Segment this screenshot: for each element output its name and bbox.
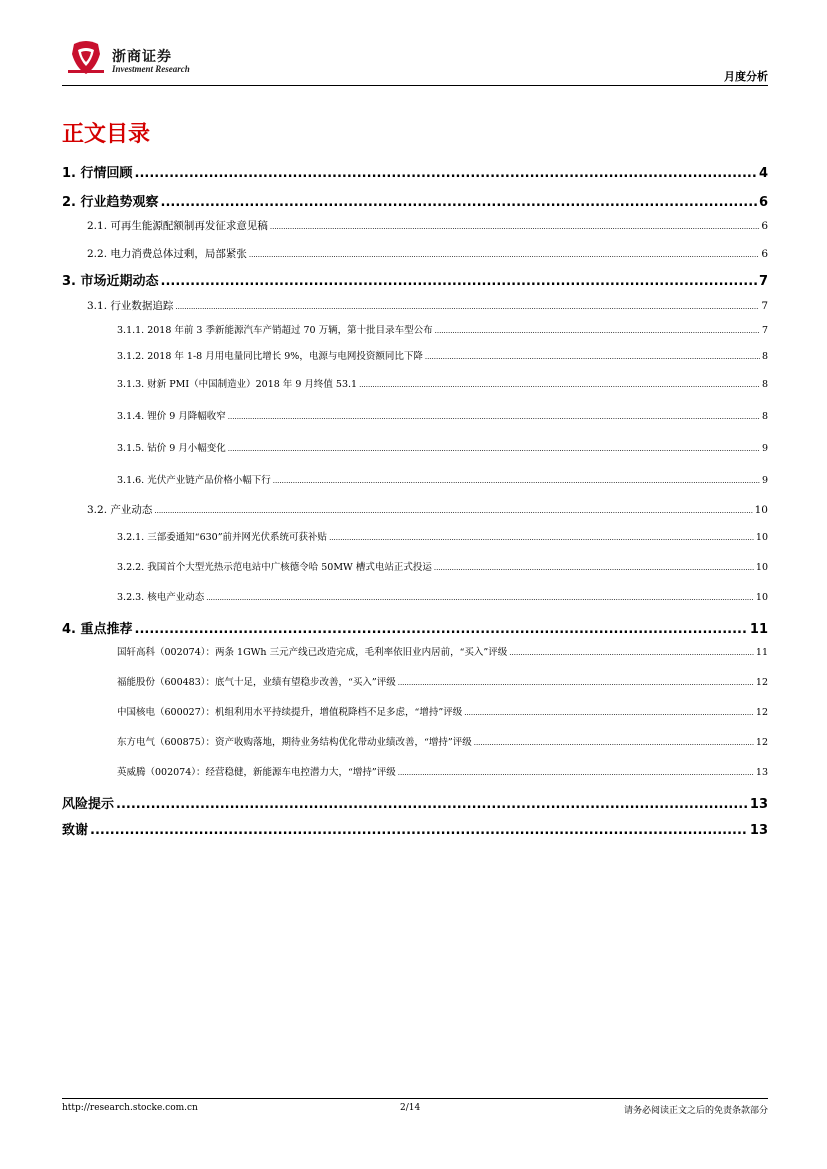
- toc-entry[interactable]: [62, 408, 768, 422]
- footer-page-indicator: 2/14: [400, 1103, 421, 1113]
- toc-leader-dots: [398, 679, 754, 687]
- toc-entry-page: 9: [761, 443, 768, 454]
- toc-leader-dots: [425, 353, 760, 361]
- toc-entry[interactable]: [62, 502, 768, 517]
- toc-entry-label: 福能股份（600483）：底气十足，业绩有望稳步改善，“买入”评级: [117, 677, 396, 688]
- toc-entry[interactable]: [62, 298, 768, 313]
- toc-entry[interactable]: [62, 322, 768, 336]
- page-header: [62, 40, 768, 88]
- toc-leader-dots: [509, 649, 754, 657]
- toc-entry[interactable]: [62, 218, 768, 233]
- toc-entry-label: 2.2. 电力消费总体过剩，局部紧张: [87, 248, 247, 260]
- toc-entry-page: 12: [755, 677, 768, 688]
- zheshang-logo-icon: [66, 40, 106, 76]
- toc-entry[interactable]: [62, 529, 768, 543]
- toc-entry-label: 3.2.3. 核电产业动态: [117, 592, 205, 603]
- toc-entry-page: 13: [749, 823, 768, 838]
- toc-entry-label: 3.1.1. 2018 年前 3 季新能源汽车产销超过 70 万辆，第十批目录车型公布: [117, 325, 433, 336]
- toc-entry[interactable]: [62, 704, 768, 718]
- toc-leader-dots: [273, 477, 760, 485]
- toc-entry-label: 3. 市场近期动态: [62, 274, 159, 289]
- toc-entry-page: 11: [749, 622, 768, 637]
- toc-leader-dots: [249, 251, 759, 259]
- toc-entry-page: 12: [755, 737, 768, 748]
- toc-leader-dots: [161, 274, 757, 289]
- toc-entry[interactable]: [62, 270, 768, 289]
- toc-entry-label: 3.1.3. 财新 PMI（中国制造业）2018 年 9 月终值 53.1: [117, 379, 358, 390]
- toc-entry-page: 10: [755, 532, 768, 543]
- toc-entry[interactable]: [62, 819, 768, 838]
- toc-entry[interactable]: [62, 618, 768, 637]
- brand-name: 浙商证券: [112, 49, 172, 65]
- toc-entry-page: 10: [755, 592, 768, 603]
- toc-entry[interactable]: [62, 376, 768, 390]
- footer-disclaimer: 请务必阅读正文之后的免责条款部分: [623, 1106, 768, 1116]
- footer-url[interactable]: http://research.stocke.com.cn: [62, 1103, 198, 1113]
- toc-leader-dots: [359, 381, 760, 389]
- toc-entry-label: 2. 行业趋势观察: [62, 195, 159, 210]
- toc-entry[interactable]: [62, 793, 768, 812]
- toc-leader-dots: [270, 223, 759, 231]
- toc-entry-label: 3.1.5. 钴价 9 月小幅变化: [117, 443, 226, 454]
- toc-entry-label: 3.1.2. 2018 年 1-8 月用电量同比增长 9%，电源与电网投资额同比下降: [117, 351, 423, 362]
- toc-entry[interactable]: [62, 589, 768, 603]
- toc-entry-label: 3.2. 产业动态: [87, 504, 153, 516]
- toc-leader-dots: [90, 823, 748, 838]
- toc-entry-page: 12: [755, 707, 768, 718]
- toc-entry-page: 8: [761, 351, 768, 362]
- toc-entry[interactable]: [62, 440, 768, 454]
- toc-entry-page: 10: [754, 504, 768, 516]
- toc-entry-label: 英威腾（002074）：经营稳健，新能源车电控潜力大，“增持”评级: [117, 767, 396, 778]
- toc-entry-page: 8: [761, 411, 768, 422]
- toc-entry-page: 9: [761, 475, 768, 486]
- toc-entry-label: 国轩高科（002074）：两条 1GWh 三元产线已改造完成，毛利率依旧业内居前，“买入”评级: [117, 647, 508, 658]
- toc-entry-label: 3.1.6. 光伏产业链产品价格小幅下行: [117, 475, 271, 486]
- toc-entry-label: 3.1. 行业数据追踪: [87, 300, 174, 312]
- toc-leader-dots: [116, 797, 748, 812]
- toc-leader-dots: [161, 195, 757, 210]
- toc-entry[interactable]: [62, 246, 768, 261]
- brand-tagline: Investment Research: [112, 64, 190, 74]
- toc-entry-page: 6: [758, 195, 768, 210]
- toc-entry[interactable]: [62, 674, 768, 688]
- toc-leader-dots: [175, 303, 759, 311]
- toc-entry-label: 3.2.1. 三部委通知“630”前并网光伏系统可获补贴: [117, 532, 328, 543]
- toc-entry-label: 中国核电（600027）：机组利用水平持续提升，增值税降档不足多虑，“增持”评级: [117, 707, 463, 718]
- toc-entry[interactable]: [62, 191, 768, 210]
- header-divider: [62, 85, 768, 86]
- toc-leader-dots: [206, 594, 754, 602]
- toc-entry[interactable]: [62, 472, 768, 486]
- toc-entry[interactable]: [62, 559, 768, 573]
- toc-entry-page: 10: [755, 562, 768, 573]
- toc-entry-label: 致谢: [62, 823, 89, 838]
- toc-leader-dots: [228, 445, 760, 453]
- toc-leader-dots: [464, 709, 754, 717]
- toc-leader-dots: [474, 739, 754, 747]
- toc-entry[interactable]: [62, 162, 768, 181]
- toc-leader-dots: [435, 327, 760, 335]
- toc-entry-label: 4. 重点推荐: [62, 622, 133, 637]
- toc-entry-page: 13: [749, 797, 768, 812]
- toc-entry-label: 3.2.2. 我国首个大型光热示范电站中广核德令哈 50MW 槽式电站正式投运: [117, 562, 432, 573]
- toc-entry-label: 1. 行情回顾: [62, 166, 133, 181]
- toc-leader-dots: [135, 622, 748, 637]
- toc-entry-page: 11: [755, 647, 768, 658]
- toc-entry-page: 7: [761, 325, 768, 336]
- toc-leader-dots: [154, 507, 752, 515]
- toc-entry-page: 7: [758, 274, 768, 289]
- toc-entry-label: 东方电气（600875）：资产收购落地，期待业务结构优化带动业绩改善，“增持”评级: [117, 737, 472, 748]
- toc-leader-dots: [135, 166, 757, 181]
- toc-entry-page: 7: [761, 300, 768, 312]
- toc-entry-page: 4: [758, 166, 768, 181]
- toc-leader-dots: [329, 534, 754, 542]
- toc-entry-page: 6: [761, 248, 768, 260]
- toc-entry[interactable]: [62, 734, 768, 748]
- toc-leader-dots: [434, 564, 754, 572]
- footer-divider: [62, 1098, 768, 1099]
- toc-entry-label: 2.1. 可再生能源配额制再发征求意见稿: [87, 220, 268, 232]
- toc-leader-dots: [398, 769, 754, 777]
- toc-entry-page: 8: [761, 379, 768, 390]
- toc-entry-page: 13: [755, 767, 768, 778]
- toc-entry-page: 6: [761, 220, 768, 232]
- toc-entry[interactable]: [62, 348, 768, 362]
- toc-leader-dots: [228, 413, 760, 421]
- report-type: 月度分析: [724, 70, 768, 83]
- toc-entry[interactable]: [62, 644, 768, 658]
- toc-entry-label: 风险提示: [62, 797, 115, 812]
- toc-entry[interactable]: [62, 764, 768, 778]
- toc-title: 正文目录: [62, 122, 151, 147]
- toc-entry-label: 3.1.4. 锂价 9 月降幅收窄: [117, 411, 226, 422]
